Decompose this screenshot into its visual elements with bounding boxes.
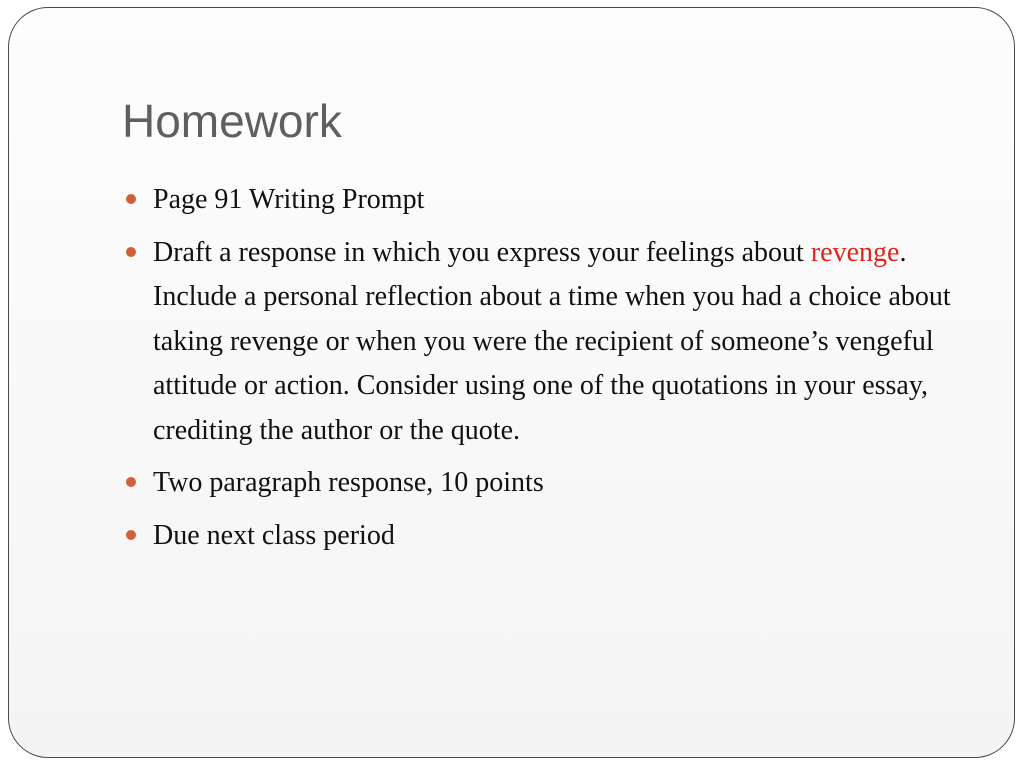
bullet-text-after: . Include a personal reflection about a time when you had a choice about taking revenge or when you were the recipient of someone’s vengeful attitude or action. Consider using one of the quotations in your essay, crediting the author or the quote. xyxy=(153,236,951,446)
bullet-item xyxy=(126,231,966,454)
bullet-text: Two paragraph response, 10 points xyxy=(153,467,544,498)
bullet-text: Page 91 Writing Prompt xyxy=(153,184,425,215)
bullet-text: Due next class period xyxy=(153,519,395,551)
bullet-dot-icon xyxy=(126,247,136,257)
bullet-item xyxy=(126,461,966,506)
bullet-dot-icon xyxy=(126,194,136,204)
bullet-text-before: Draft a response in which you express your feelings about xyxy=(153,236,811,268)
bullet-item xyxy=(126,514,966,559)
bullet-dot-icon xyxy=(126,477,136,487)
slide-title: Homework xyxy=(122,95,342,147)
bullet-list xyxy=(126,178,966,566)
slide xyxy=(8,7,1015,758)
highlight-word: revenge xyxy=(810,236,900,268)
bullet-dot-icon xyxy=(126,530,136,540)
bullet-item xyxy=(126,178,966,223)
